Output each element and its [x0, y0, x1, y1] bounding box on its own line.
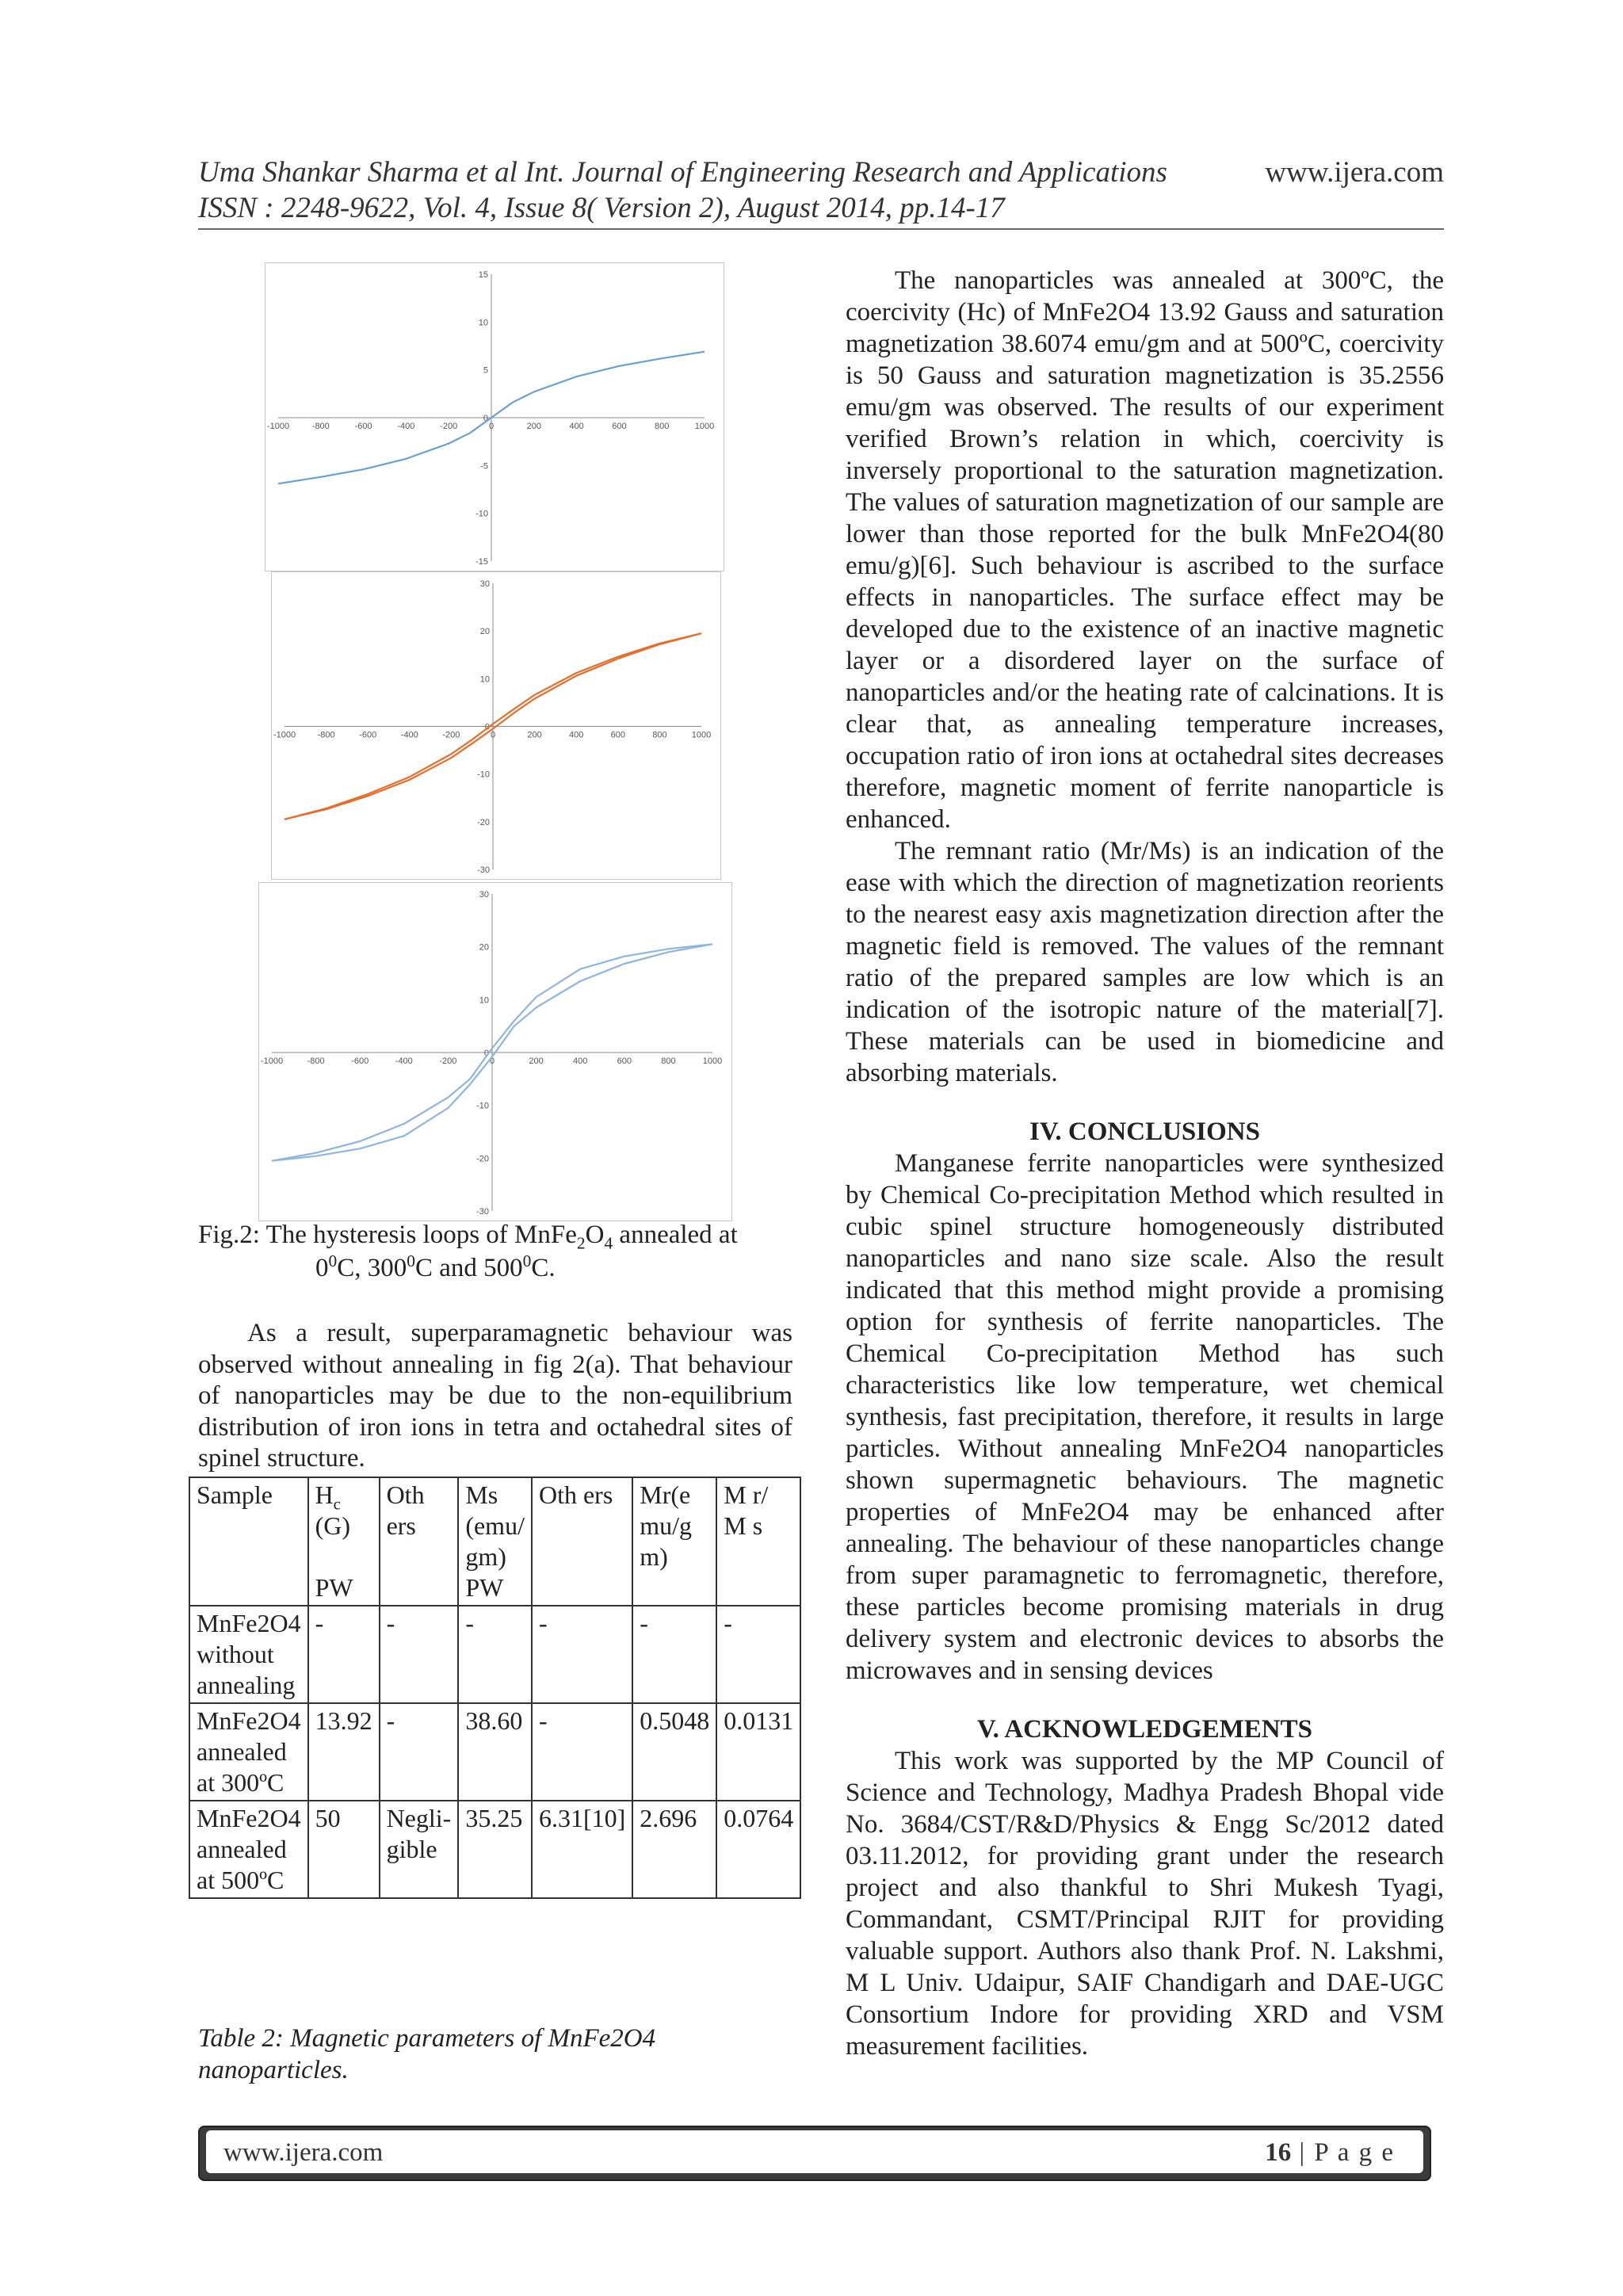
y-tick-label: 20: [479, 942, 489, 953]
cell-ratio: 0.0131: [716, 1703, 800, 1801]
cell-others-2: -: [532, 1606, 632, 1703]
table-row: [189, 1606, 800, 1703]
x-tick-label: 0: [488, 422, 495, 431]
header-cell-others-2: Oth ers: [532, 1477, 632, 1606]
x-tick-label: -600: [351, 1056, 369, 1066]
x-tick-label: 600: [612, 422, 627, 431]
page-footer: [198, 2126, 1431, 2181]
x-tick-label: 800: [652, 730, 667, 740]
x-tick-label: -200: [439, 1056, 457, 1066]
page-number: 16 | P a g e: [1265, 2138, 1395, 2167]
table-row: [189, 1703, 800, 1801]
running-header: [198, 155, 1444, 226]
x-tick-label: 400: [569, 730, 584, 740]
x-tick-label: 200: [529, 1056, 544, 1066]
header-cell-others-1: Oth ers: [380, 1477, 459, 1606]
header-cell-sample: Sample: [189, 1477, 308, 1606]
table-header-row: [189, 1477, 800, 1606]
y-tick-label: -10: [475, 509, 488, 519]
cell-others-1: -: [380, 1606, 459, 1703]
x-tick-label: -400: [397, 422, 415, 431]
x-tick-label: 400: [573, 1056, 588, 1066]
cell-sample: MnFe2O4 annealed at 300ºC: [189, 1703, 308, 1801]
header-cell-ms: Ms (emu/ gm) PW: [458, 1477, 532, 1606]
left-column-text: [198, 1318, 792, 1475]
cell-hc: -: [308, 1606, 380, 1703]
header-website-link[interactable]: www.ijera.com: [1265, 156, 1444, 189]
header-cell-hc: $H_c$ (G) PW: [308, 1477, 380, 1606]
section-heading-acknowledgements: V. ACKNOWLEDGEMENTS: [977, 1715, 1312, 1744]
hysteresis-plot-500c: [258, 882, 732, 1221]
x-tick-label: 600: [617, 1056, 632, 1066]
figure-caption: Fig.2: The hysteresis loops of $MnFe_2O_4$ annealed at $0^0C$, $300^0C$ and $500^0C$.: [198, 1221, 738, 1282]
cell-others-1: Negli-gible: [380, 1801, 459, 1898]
x-tick-label: -600: [354, 422, 372, 431]
header-journal-line: Uma Shankar Sharma et al Int. Journal of Engineering Research and Applications: [198, 156, 1167, 189]
header-cell-mr: Mr(e mu/g m): [632, 1477, 716, 1606]
x-tick-label: -200: [442, 730, 460, 740]
y-tick-label: -10: [476, 1101, 489, 1111]
y-tick-label: -10: [477, 770, 490, 780]
paragraph-acknowledgements: This work was supported by the MP Council of Science and Technology, Madhya Pradesh Bhopal vide No. 3684/CST/R&D/Physics & Engg Sc/2012 dated 03.11.2012, for providing grant under the research project and also thankful to Shri Mukesh Tyagi, Commandant, CSMT/Principal RJIT for providing valuable support. Authors also thank Prof. N. Lakshmi, M L Univ. Udaipur, SAIF Chandigarh and DAE-UGC Consortium Indore for providing XRD and VSM measurement facilities.: [846, 1747, 1444, 2061]
x-tick-label: 800: [661, 1056, 676, 1066]
cell-ratio: -: [716, 1606, 800, 1703]
y-tick-label: 0: [483, 414, 488, 423]
x-tick-label: -1000: [266, 422, 290, 431]
magnetic-parameters-table: [189, 1477, 801, 1899]
hysteresis-svg: [265, 263, 724, 571]
x-tick-label: -1000: [273, 730, 296, 740]
x-tick-label: -800: [317, 730, 335, 740]
paragraph-superparamagnetic: As a result, superparamagnetic behaviour was observed without annealing in fig 2(a). That behaviour of nanoparticles may be due to the non-equilibrium distribution of iron ions in tetra and octahedral sites of spinel structure.: [198, 1319, 792, 1473]
cell-others-1: -: [380, 1703, 459, 1801]
cell-mr: 0.5048: [632, 1703, 716, 1801]
y-tick-label: 15: [478, 270, 488, 280]
cell-ms: 35.25: [458, 1801, 532, 1898]
y-tick-label: -30: [477, 865, 490, 875]
y-tick-label: 5: [483, 365, 488, 376]
cell-ms: 38.60: [458, 1703, 532, 1801]
x-tick-label: 1000: [691, 730, 712, 740]
header-divider: [198, 228, 1444, 230]
y-tick-label: 10: [479, 995, 489, 1006]
y-tick-label: 10: [479, 674, 490, 685]
cell-sample: MnFe2O4 without annealing: [189, 1606, 308, 1703]
paragraph-annealing-results: The nanoparticles was annealed at 300ºC, the coercivity (Hc) of MnFe2O4 13.92 Gauss and saturation magnetization 38.6074 emu/gm and at 500ºC, coercivity is 50 Gauss and saturation magnetization is 35.2556 emu/gm was observed. The results of our experiment verified Brown’s relation in which, coercivity is inversely proportional to the saturation magnetization. The values of saturation magnetization of our sample are lower than those reported for the bulk MnFe2O4(80 emu/g)[6]. Such behaviour is ascribed to the surface effects in nanoparticles. The surface effect may be developed due to the existence of an inactive magnetic layer or a disordered layer on the surface of nanoparticles and/or the heating rate of calcinations. It is clear that, as annealing temperature increases, occupation ratio of iron ions at octahedral sites decreases therefore, magnetic moment of ferrite nanoparticle is enhanced.: [846, 266, 1444, 834]
x-tick-label: 0: [489, 1056, 495, 1066]
y-tick-label: 0: [484, 722, 490, 732]
x-tick-label: -800: [311, 422, 330, 431]
y-tick-label: 20: [479, 627, 490, 637]
table-row: [189, 1801, 800, 1898]
cell-hc: 50: [308, 1801, 380, 1898]
cell-others-2: 6.31[10]: [532, 1801, 632, 1898]
paragraph-conclusions: Manganese ferrite nanoparticles were synthesized by Chemical Co-precipitation Method which resulted in cubic spinel structure homogeneously distributed nanoparticles and nano size scale. Also the result indicated that this method might provide a promising option for synthesis of ferrite nanoparticles. The Chemical Co-precipitation Method has such characteristics like low temperature, wet chemical synthesis, fast precipitation, therefore, it results in large particles. Without annealing MnFe2O4 nanoparticles shown supermagnetic behaviours. The magnetic properties of MnFe2O4 may be enhanced after annealing. The behaviour of these nanoparticles change from super paramagnetic to ferromagnetic, therefore, these particles become promising materials in drug delivery system and electronic devices to absorbs the microwaves and in sensing devices: [846, 1149, 1444, 1685]
cell-mr: -: [632, 1606, 716, 1703]
x-tick-label: 1000: [694, 422, 715, 431]
footer-website-link[interactable]: www.ijera.com: [223, 2138, 384, 2167]
cell-sample: MnFe2O4 annealed at 500ºC: [189, 1801, 308, 1898]
header-issn-line: ISSN : 2248-9622, Vol. 4, Issue 8( Version 2), August 2014, pp.14-17: [198, 192, 1005, 224]
hysteresis-plot-300c: [271, 571, 721, 880]
hysteresis-svg: [259, 883, 731, 1221]
hysteresis-svg: [272, 572, 720, 879]
x-tick-label: 200: [527, 730, 542, 740]
x-tick-label: -200: [440, 422, 458, 431]
x-tick-label: -1000: [260, 1056, 284, 1066]
header-cell-ratio: M r/ M s: [716, 1477, 800, 1606]
y-tick-label: 10: [478, 318, 488, 328]
y-tick-label: -30: [476, 1207, 489, 1217]
x-tick-label: -600: [359, 730, 377, 740]
x-tick-label: 800: [655, 422, 670, 431]
y-tick-label: 0: [483, 1049, 489, 1058]
cell-others-2: -: [532, 1703, 632, 1801]
y-tick-label: 30: [479, 890, 489, 900]
hysteresis-plot-unannealed: [265, 262, 724, 571]
y-tick-label: -20: [476, 1154, 489, 1164]
right-column-text: [846, 265, 1444, 2062]
x-tick-label: 1000: [702, 1056, 723, 1066]
y-tick-label: -5: [480, 461, 488, 472]
y-tick-label: 30: [479, 579, 490, 589]
x-tick-label: -800: [307, 1056, 325, 1066]
y-tick-label: -15: [475, 557, 488, 567]
paragraph-remnant-ratio: The remnant ratio (Mr/Ms) is an indication of the ease with which the direction of magnetization reorients to the nearest easy axis magnetization direction after the magnetic field is removed. The values of the remnant ratio of the prepared samples are low which is an indication of the isotropic nature of the material[7]. These materials can be used in biomedicine and absorbing materials.: [846, 837, 1444, 1087]
cell-hc: 13.92: [308, 1703, 380, 1801]
x-tick-label: 0: [490, 730, 496, 740]
x-tick-label: -400: [395, 1056, 413, 1066]
x-tick-label: 400: [569, 422, 584, 431]
cell-ratio: 0.0764: [716, 1801, 800, 1898]
table-caption: Table 2: Magnetic parameters of MnFe2O4 nanoparticles.: [198, 2024, 656, 2084]
cell-ms: -: [458, 1606, 532, 1703]
cell-mr: 2.696: [632, 1801, 716, 1898]
x-tick-label: 200: [526, 422, 541, 431]
x-tick-label: -400: [400, 730, 418, 740]
y-tick-label: -20: [477, 817, 490, 827]
x-tick-label: 600: [610, 730, 625, 740]
section-heading-conclusions: IV. CONCLUSIONS: [1029, 1117, 1260, 1146]
